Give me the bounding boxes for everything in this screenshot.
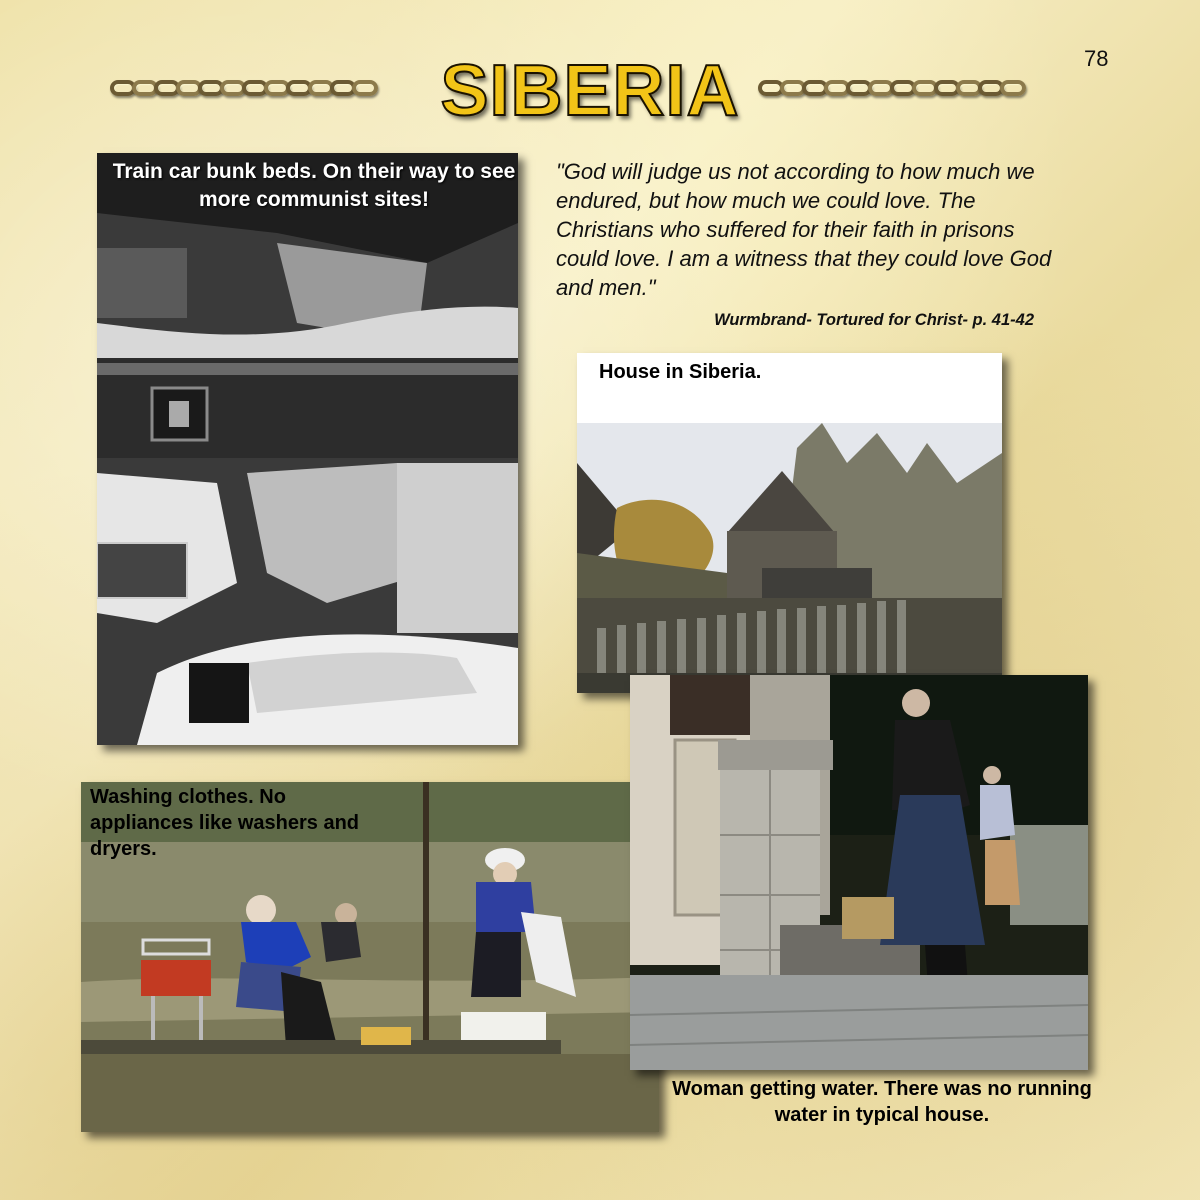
chain-decoration-right xyxy=(758,76,1022,102)
washing-photo-caption: Washing clothes. No appliances like washers and dryers. xyxy=(90,786,360,860)
chain-decoration-left xyxy=(110,76,374,102)
house-photo xyxy=(577,353,1002,693)
house-photo-caption: House in Siberia. xyxy=(599,361,762,383)
quote-text: "God will judge us not according to how much we endured, but how much we could love. The Christians who suffered for their faith in prisons could love. I am a witness that they could love God and men." xyxy=(556,159,1052,300)
water-well-photo xyxy=(630,675,1088,1070)
page-title: SIBERIA xyxy=(440,51,740,131)
quote-source: Wurmbrand- Tortured for Christ- p. 41-42 xyxy=(714,311,1034,329)
page-number: 78 xyxy=(1084,46,1109,71)
train-bunk-photo xyxy=(97,153,518,745)
train-photo-caption: Train car bunk beds. On their way to see more communist sites! xyxy=(112,160,516,211)
water-well-photo-caption: Woman getting water. There was no running water in typical house. xyxy=(672,1078,1092,1126)
